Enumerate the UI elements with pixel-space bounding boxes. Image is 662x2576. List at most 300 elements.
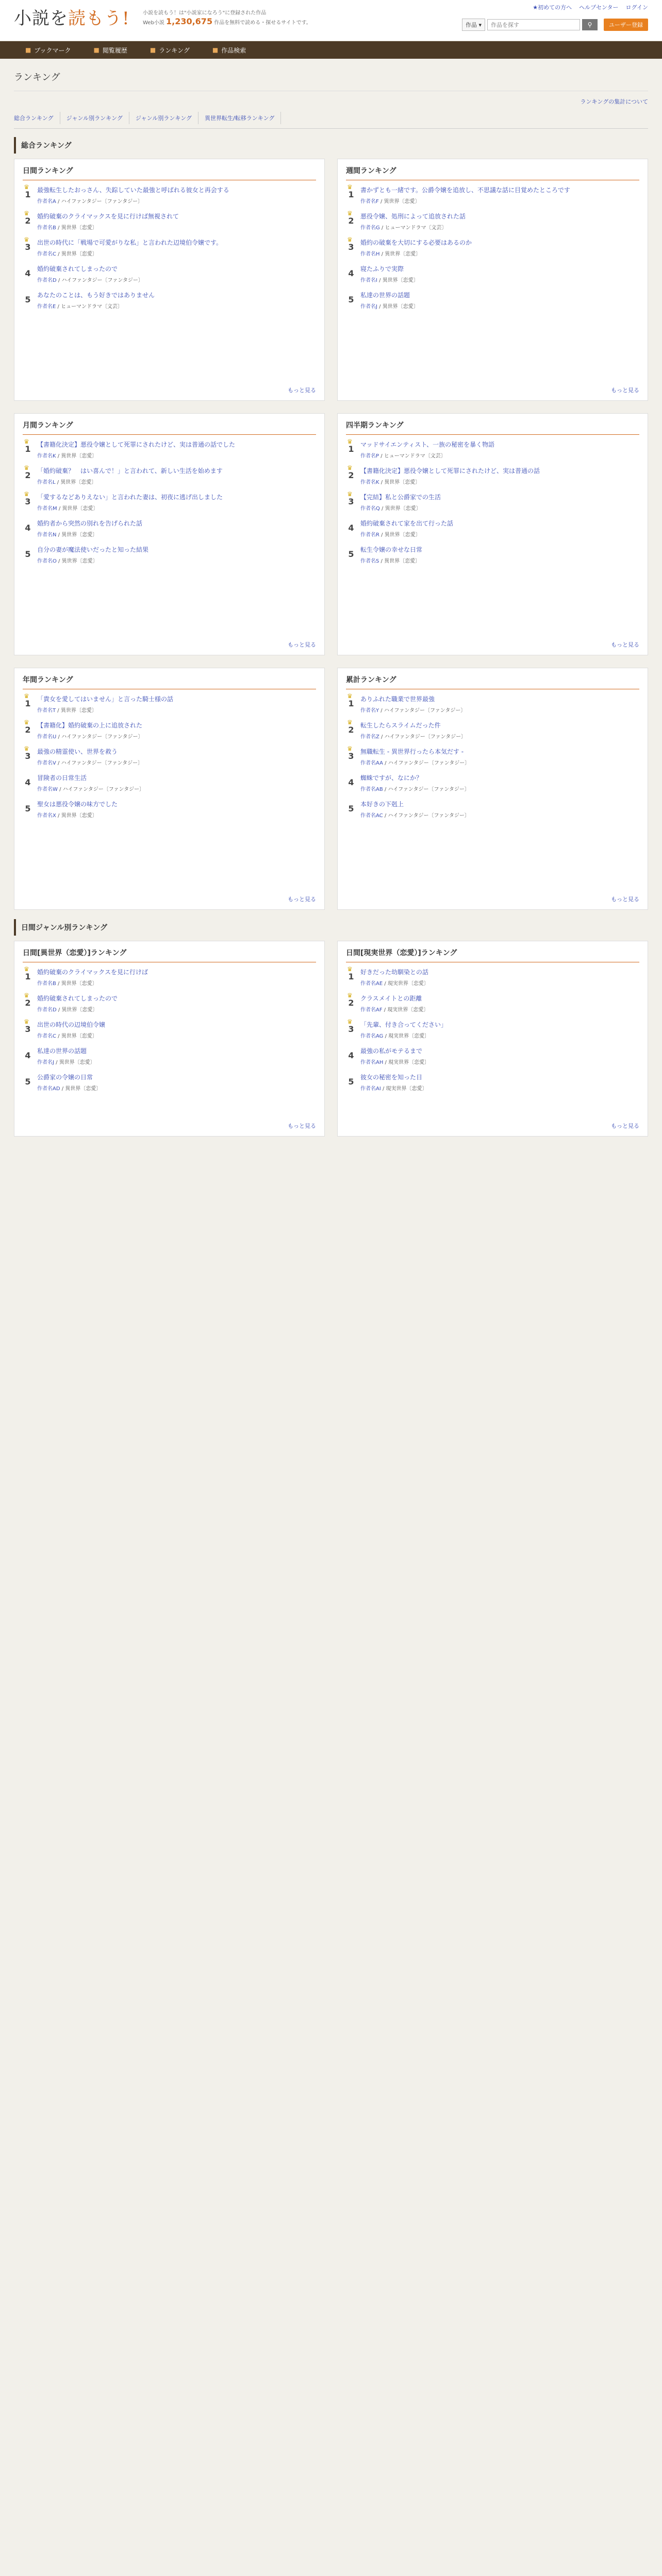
genre-label: 異世界〔恋愛〕 [61, 813, 97, 819]
work-meta: 作者名Q / 異世界〔恋愛〕 [360, 506, 421, 512]
nav-search[interactable]: ■ 作品検索 [212, 46, 246, 54]
ranking-item [23, 694, 316, 714]
ranking-item [23, 466, 316, 485]
work-meta: 作者名K / 異世界〔恋愛〕 [360, 480, 421, 485]
link-first-time[interactable]: ★初めての方へ [533, 4, 572, 11]
author-link[interactable]: 作者名AF [360, 1007, 383, 1013]
ranking-box [14, 159, 325, 401]
genre-label: ヒューマンドラマ〔文芸〕 [384, 453, 446, 459]
work-title-link[interactable]: 婚約者から突然の別れを告げられた話 [37, 520, 143, 527]
ranking-item [346, 440, 639, 459]
work-meta: 作者名AE / 現実世界〔恋愛〕 [360, 981, 429, 987]
ranking-box [337, 668, 648, 910]
work-title-link[interactable]: 【書籍化決定】悪役令嬢として死罪にされたけど、実は普通の話 [360, 467, 540, 474]
work-meta: 作者名D / 異世界〔恋愛〕 [37, 1007, 98, 1013]
ranking-item [346, 466, 639, 485]
genre-ranking-grid [14, 941, 648, 1137]
rank-number: 4 [25, 523, 31, 533]
author-link[interactable]: 作者名D [37, 1007, 57, 1013]
rank-number: ♛ 1 [347, 692, 354, 708]
genre-label: 異世界〔恋愛〕 [382, 278, 419, 283]
author-link[interactable]: 作者名S [360, 558, 379, 564]
work-title-link[interactable]: 【書籍化決定】悪役令嬢として死罪にされたけど、実は普通の話でした [37, 441, 236, 448]
work-meta: 作者名W / ハイファンタジー〔ファンタジー〕 [37, 787, 145, 792]
rank-number: 5 [25, 1077, 31, 1087]
crown-icon: ♛ [24, 719, 29, 726]
work-title-link[interactable]: クラスメイトとの距離 [360, 995, 422, 1002]
rank-number: ♛ 3 [347, 745, 354, 761]
author-link[interactable]: 作者名E [37, 304, 56, 310]
header [0, 0, 662, 41]
work-title-link[interactable]: 婚約破棄のクライマックスを見に行けば無視されて [37, 213, 179, 220]
crown-icon: ♛ [24, 692, 29, 700]
author-link[interactable]: 作者名P [360, 453, 379, 459]
crown-icon: ♛ [24, 438, 29, 445]
author-link[interactable]: 作者名F [360, 199, 379, 205]
author-link[interactable]: 作者名J [37, 1060, 54, 1065]
author-link[interactable]: 作者名AG [360, 1033, 384, 1039]
total-ranking-grid [14, 159, 648, 910]
work-title-link[interactable]: 婚約破棄のクライマックスを見に行けば [37, 969, 148, 976]
work-title-link[interactable]: 悪役令嬢、処刑によって追放された話 [360, 213, 466, 220]
nav-bookmark[interactable]: ■ ブックマーク [25, 46, 71, 54]
work-meta: 作者名B / 異世界〔恋愛〕 [37, 225, 97, 231]
section-genre: 日間ジャンル別ランキング [14, 919, 648, 936]
rank-number: 5 [348, 804, 354, 814]
main-nav [0, 41, 662, 59]
more-link[interactable]: もっと見る [611, 641, 639, 648]
work-title-link[interactable]: 最強の私がモテるまで [360, 1047, 423, 1055]
history-icon: ■ [93, 46, 100, 54]
search-input[interactable] [487, 19, 580, 30]
crown-icon: ♛ [347, 965, 353, 973]
link-login[interactable]: ログイン [625, 4, 648, 11]
work-title-link[interactable]: 聖女は悪役令嬢の味方でした [37, 801, 118, 808]
rank-number: 4 [25, 268, 31, 278]
genre-label: 現実世界〔恋愛〕 [388, 1033, 430, 1039]
work-meta: 作者名AD / 異世界〔恋愛〕 [37, 1086, 102, 1092]
work-title-link[interactable]: 婚約の破棄を大切にする必要はあるのか [360, 239, 472, 246]
rank-number: ♛ 1 [24, 692, 31, 708]
ranking-item [23, 800, 316, 819]
rank-number: 4 [348, 1050, 354, 1060]
ranking-box-title: 累計ランキング [346, 674, 639, 689]
crown-icon: ♛ [347, 719, 353, 726]
genre-label: 現実世界〔恋愛〕 [387, 981, 429, 987]
genre-label: ヒューマンドラマ〔文芸〕 [61, 304, 123, 310]
crown-icon: ♛ [24, 745, 29, 752]
ranking-item [23, 994, 316, 1013]
work-meta: 作者名C / 異世界〔恋愛〕 [37, 1033, 97, 1039]
crown-icon: ♛ [24, 183, 29, 191]
ranking-box-title: 日間[現実世界（恋愛）]ランキング [346, 947, 639, 962]
crown-icon: ♛ [24, 490, 29, 498]
author-link[interactable]: 作者名N [37, 532, 57, 538]
genre-label: 異世界〔恋愛〕 [384, 480, 421, 485]
work-title-link[interactable]: 冒険者の日常生活 [37, 774, 87, 782]
work-title-link[interactable]: 婚約破棄されて家を出て行った話 [360, 520, 454, 527]
rank-number: ♛ 1 [347, 183, 354, 199]
ranking-item [23, 1046, 316, 1065]
work-meta: 作者名U / ハイファンタジー〔ファンタジー〕 [37, 734, 143, 740]
rank-number: 4 [348, 523, 354, 533]
more-link[interactable]: もっと見る [288, 896, 316, 903]
work-meta: 作者名X / 異世界〔恋愛〕 [37, 813, 97, 819]
crown-icon: ♛ [24, 210, 29, 217]
ranking-help-link[interactable]: ランキングの集計について [580, 98, 648, 105]
genre-label: ハイファンタジー〔ファンタジー〕 [388, 813, 470, 819]
genre-label: 異世界〔恋愛〕 [61, 1007, 98, 1013]
work-meta: 作者名Y / ハイファンタジー〔ファンタジー〕 [360, 708, 466, 714]
ranking-item [346, 1073, 639, 1092]
ranking-item [23, 440, 316, 459]
genre-label: 異世界〔恋愛〕 [61, 453, 97, 459]
more-link[interactable]: もっと見る [611, 896, 639, 903]
rank-number: ♛ 3 [24, 745, 31, 761]
genre-label: 異世界〔恋愛〕 [62, 506, 98, 512]
link-help[interactable]: ヘルプセンター [579, 4, 619, 11]
ranking-item [346, 291, 639, 310]
rank-number: ♛ 1 [24, 965, 31, 981]
more-link[interactable]: もっと見る [288, 641, 316, 648]
genre-label: ハイファンタジー〔ファンタジー〕 [61, 278, 143, 283]
ranking-box-title: 四半期ランキング [346, 420, 639, 435]
work-meta: 作者名R / 異世界〔恋愛〕 [360, 532, 421, 538]
work-title-link[interactable]: 「婚約破棄？ はい喜んで！」と言われて、新しい生活を始めます [37, 467, 223, 474]
ranking-item [346, 1020, 639, 1039]
genre-label: 異世界〔恋愛〕 [385, 506, 421, 512]
author-link[interactable]: 作者名I [360, 278, 377, 283]
rank-number: ♛ 1 [24, 183, 31, 199]
author-link[interactable]: 作者名T [37, 708, 56, 714]
tab-isekai[interactable]: 異世界転生/転移ランキング [198, 112, 281, 124]
crown-icon: ♛ [347, 490, 353, 498]
author-link[interactable]: 作者名AH [360, 1060, 384, 1065]
genre-label: 異世界〔恋愛〕 [59, 1060, 95, 1065]
crown-icon: ♛ [24, 236, 29, 243]
page-title: ランキング [14, 59, 648, 91]
rank-number: ♛ 2 [347, 464, 354, 480]
work-title-link[interactable]: 本好きの下剋上 [360, 801, 404, 808]
author-link[interactable]: 作者名AE [360, 981, 383, 987]
genre-label: ハイファンタジー〔ファンタジー〕 [61, 760, 143, 766]
work-title-link[interactable]: 最強転生したおっさん、失踪していた最強と呼ばれる彼女と再会する [37, 187, 229, 194]
author-link[interactable]: 作者名L [37, 480, 56, 485]
work-meta: 作者名M / 異世界〔恋愛〕 [37, 506, 98, 512]
work-title-link[interactable]: 私達の世界の話題 [37, 1047, 87, 1055]
crown-icon: ♛ [347, 992, 353, 999]
ranking-box-title: 日間[異世界（恋愛）]ランキング [23, 947, 316, 962]
more-link[interactable]: もっと見る [611, 387, 639, 394]
author-link[interactable]: 作者名V [37, 760, 56, 766]
rank-number: ♛ 3 [24, 236, 31, 252]
rank-number: ♛ 2 [24, 210, 31, 226]
crown-icon: ♛ [24, 965, 29, 973]
bookmark-icon: ■ [25, 46, 31, 54]
ranking-item [23, 519, 316, 538]
author-link[interactable]: 作者名B [37, 981, 56, 987]
ranking-box [14, 941, 325, 1137]
author-link[interactable]: 作者名W [37, 787, 58, 792]
genre-label: 現実世界〔恋愛〕 [386, 1086, 427, 1092]
ranking-item [23, 965, 316, 987]
work-title-link[interactable]: 無職転生 - 異世界行ったら本気だす - [360, 748, 464, 755]
author-link[interactable]: 作者名Y [360, 708, 379, 714]
rank-number: 5 [348, 1077, 354, 1087]
ranking-item [23, 490, 316, 512]
search-bar [462, 19, 648, 31]
work-title-link[interactable]: 蜘蛛ですが、なにか？ [360, 774, 423, 782]
work-title-link[interactable]: ありふれた職業で世界最強 [360, 696, 435, 703]
nav-history[interactable]: ■ 閲覧履歴 [93, 46, 127, 54]
genre-label: 異世界〔恋愛〕 [60, 708, 97, 714]
author-link[interactable]: 作者名M [37, 506, 57, 512]
work-title-link[interactable]: 「愛するなどありえない」と言われた妻は、初夜に逃げ出しました [37, 494, 223, 501]
ranking-item [23, 545, 316, 564]
work-count: 1,230,675 [166, 16, 213, 26]
work-meta: 作者名L / 異世界〔恋愛〕 [37, 480, 97, 485]
site-logo[interactable]: 小説を読もう! [14, 8, 130, 29]
rank-number: 5 [25, 804, 31, 814]
author-link[interactable]: 作者名AC [360, 813, 383, 819]
ranking-item [346, 490, 639, 512]
work-meta: 作者名H / 異世界〔恋愛〕 [360, 251, 421, 257]
work-meta: 作者名C / 異世界〔恋愛〕 [37, 251, 97, 257]
work-meta: 作者名B / 異世界〔恋愛〕 [37, 981, 97, 987]
ranking-item [346, 773, 639, 792]
genre-label: 異世界〔恋愛〕 [65, 1086, 102, 1092]
genre-label: ハイファンタジー〔ファンタジー〕 [62, 787, 145, 792]
rank-number: 4 [348, 777, 354, 787]
ranking-item [346, 694, 639, 714]
genre-label: 現実世界〔恋愛〕 [387, 1007, 429, 1013]
work-meta: 作者名Z / ハイファンタジー〔ファンタジー〕 [360, 734, 467, 740]
genre-label: 異世界〔恋愛〕 [61, 532, 98, 538]
author-link[interactable]: 作者名K [360, 480, 379, 485]
author-link[interactable]: 作者名AD [37, 1086, 60, 1092]
author-link[interactable]: 作者名O [37, 558, 57, 564]
work-title-link[interactable]: 出世の時代の辺境伯令嬢 [37, 1021, 106, 1028]
rank-number: ♛ 3 [24, 490, 31, 506]
crown-icon: ♛ [347, 183, 353, 191]
author-link[interactable]: 作者名A [37, 199, 56, 205]
work-meta: 作者名D / ハイファンタジー〔ファンタジー〕 [37, 278, 143, 283]
work-meta: 作者名AA / ハイファンタジー〔ファンタジー〕 [360, 760, 470, 766]
ranking-item [346, 747, 639, 766]
author-link[interactable]: 作者名B [37, 225, 56, 231]
genre-label: 異世界〔恋愛〕 [60, 480, 97, 485]
ranking-item [346, 965, 639, 987]
rank-number: ♛ 2 [347, 719, 354, 735]
work-meta: 作者名F / 異世界〔恋愛〕 [360, 199, 420, 205]
rank-number: ♛ 2 [24, 464, 31, 480]
rank-number: ♛ 3 [24, 1018, 31, 1034]
genre-label: 異世界〔恋愛〕 [382, 304, 419, 310]
crown-icon: ♛ [24, 1018, 29, 1025]
ranking-item [346, 264, 639, 283]
ranking-box-title: 年間ランキング [23, 674, 316, 689]
genre-label: 異世界〔恋愛〕 [384, 558, 421, 564]
work-meta: 作者名AB / ハイファンタジー〔ファンタジー〕 [360, 787, 470, 792]
author-link[interactable]: 作者名U [37, 734, 57, 740]
ranking-item [23, 1020, 316, 1039]
author-link[interactable]: 作者名Z [360, 734, 379, 740]
ranking-item [23, 721, 316, 740]
genre-label: ハイファンタジー〔ファンタジー〕 [388, 787, 470, 792]
author-link[interactable]: 作者名AI [360, 1086, 381, 1092]
work-title-link[interactable]: 婚約破棄されてしまったので [37, 995, 118, 1002]
crown-icon: ♛ [347, 236, 353, 243]
tagline: 小説を読もう！は"小説家になろう"に登録された作品 Web小説 1,230,675 作品を無料で読める・探せるサイトです。 [143, 10, 311, 26]
ranking-item [23, 264, 316, 283]
ranking-item [346, 185, 639, 205]
ranking-item [346, 800, 639, 819]
author-link[interactable]: 作者名R [360, 532, 379, 538]
search-icon: ■ [212, 46, 219, 54]
genre-label: 異世界〔恋愛〕 [385, 251, 421, 257]
ranking-item [23, 773, 316, 792]
work-meta: 作者名V / ハイファンタジー〔ファンタジー〕 [37, 760, 143, 766]
work-title-link[interactable]: 彼女の秘密を知った日 [360, 1074, 423, 1081]
crown-icon: ♛ [347, 745, 353, 752]
work-meta: 作者名S / 異世界〔恋愛〕 [360, 558, 421, 564]
ranking-icon: ■ [150, 46, 156, 54]
more-link[interactable]: もっと見る [288, 387, 316, 394]
more-link[interactable]: もっと見る [611, 1123, 639, 1129]
genre-label: 現実世界〔恋愛〕 [388, 1060, 430, 1065]
rank-number: ♛ 1 [347, 438, 354, 454]
work-meta: 作者名A / ハイファンタジー〔ファンタジー〕 [37, 199, 143, 205]
search-type-select[interactable]: 作品 ▾ [462, 19, 485, 31]
work-title-link[interactable]: 転生令嬢の幸せな日常 [360, 546, 423, 553]
work-title-link[interactable]: 転生したらスライムだった件 [360, 722, 441, 729]
genre-label: 異世界〔恋愛〕 [61, 251, 97, 257]
ranking-tabs [14, 112, 648, 129]
author-link[interactable]: 作者名AA [360, 760, 383, 766]
work-meta: 作者名AH / 現実世界〔恋愛〕 [360, 1060, 430, 1065]
tab-genre-2[interactable]: ジャンル別ランキング [129, 112, 198, 124]
author-link[interactable]: 作者名C [37, 1033, 56, 1039]
user-register-button[interactable]: ユーザー登録 [604, 19, 648, 31]
ranking-item [346, 545, 639, 564]
rank-number: ♛ 1 [24, 438, 31, 454]
ranking-item [346, 238, 639, 257]
ranking-box [337, 159, 648, 401]
work-title-link[interactable]: 公爵家の令嬢の日常 [37, 1074, 93, 1081]
ranking-item [23, 238, 316, 257]
ranking-box-title: 週間ランキング [346, 165, 639, 180]
work-title-link[interactable]: 私達の世界の話題 [360, 292, 410, 299]
ranking-item [23, 1073, 316, 1092]
ranking-item [346, 994, 639, 1013]
genre-label: ヒューマンドラマ〔文芸〕 [385, 225, 447, 231]
ranking-item [23, 291, 316, 310]
work-title-link[interactable]: 最強の精霊使い、世界を救う [37, 748, 118, 755]
author-link[interactable]: 作者名J [360, 304, 377, 310]
genre-label: 異世界〔恋愛〕 [384, 199, 420, 205]
rank-number: 4 [348, 268, 354, 278]
crown-icon: ♛ [347, 1018, 353, 1025]
work-meta: 作者名E / ヒューマンドラマ〔文芸〕 [37, 304, 123, 310]
author-link[interactable]: 作者名C [37, 251, 56, 257]
rank-number: ♛ 2 [347, 210, 354, 226]
genre-label: ハイファンタジー〔ファンタジー〕 [384, 734, 467, 740]
work-title-link[interactable]: マッドサイエンティスト、一族の秘密を暴く物語 [360, 441, 495, 448]
tab-genre[interactable]: ジャンル別ランキング [60, 112, 129, 124]
ranking-box [337, 941, 648, 1137]
genre-label: 異世界〔恋愛〕 [61, 225, 97, 231]
rank-number: 5 [348, 549, 354, 559]
work-title-link[interactable]: 婚約破棄されてしまったので [37, 265, 118, 273]
rank-number: ♛ 2 [24, 992, 31, 1008]
work-meta: 作者名P / ヒューマンドラマ〔文芸〕 [360, 453, 446, 459]
top-links [533, 3, 648, 11]
author-link[interactable]: 作者名X [37, 813, 56, 819]
work-title-link[interactable]: 【完結】私と公爵家での生活 [360, 494, 441, 501]
ranking-item [346, 1046, 639, 1065]
work-title-link[interactable]: 「貴女を愛してはいません」と言った騎士様の話 [37, 696, 174, 703]
work-title-link[interactable]: 好きだった幼馴染との話 [360, 969, 429, 976]
genre-label: ハイファンタジー〔ファンタジー〕 [388, 760, 470, 766]
work-title-link[interactable]: 「先輩、付き合ってください」 [360, 1021, 448, 1028]
rank-number: ♛ 3 [347, 1018, 354, 1034]
ranking-box [14, 668, 325, 910]
work-meta: 作者名G / ヒューマンドラマ〔文芸〕 [360, 225, 447, 231]
author-link[interactable]: 作者名AB [360, 787, 383, 792]
work-title-link[interactable]: 寝たふりで実際 [360, 265, 404, 273]
genre-label: 異世界〔恋愛〕 [61, 558, 98, 564]
more-link[interactable]: もっと見る [288, 1123, 316, 1129]
author-link[interactable]: 作者名G [360, 225, 380, 231]
genre-label: 異世界〔恋愛〕 [61, 981, 97, 987]
work-title-link[interactable]: あなたのことは、もう好きではありません [37, 292, 155, 299]
ranking-item [346, 212, 639, 231]
work-title-link[interactable]: 書かずとも一緒です。公爵令嬢を追放し、不思議な話に目覚めたところです [360, 187, 570, 194]
work-meta: 作者名AI / 現実世界〔恋愛〕 [360, 1086, 427, 1092]
ranking-box [337, 413, 648, 655]
tab-total[interactable]: 総合ランキング [14, 112, 60, 124]
ranking-item [23, 185, 316, 205]
work-title-link[interactable]: 出世の時代に「戦場で可愛がりな私」と言われた辺境伯令嬢です。 [37, 239, 223, 246]
rank-number: 5 [25, 549, 31, 559]
genre-label: 異世界〔恋愛〕 [384, 532, 421, 538]
crown-icon: ♛ [347, 438, 353, 445]
crown-icon: ♛ [347, 464, 353, 471]
ranking-item [346, 519, 639, 538]
section-total: 総合ランキング [14, 137, 648, 154]
rank-number: ♛ 2 [24, 719, 31, 735]
rank-number: 5 [348, 295, 354, 304]
rank-number: 5 [25, 295, 31, 304]
author-link[interactable]: 作者名H [360, 251, 380, 257]
ranking-box [14, 413, 325, 655]
work-meta: 作者名T / 異世界〔恋愛〕 [37, 708, 97, 714]
author-link[interactable]: 作者名Q [360, 506, 380, 512]
work-meta: 作者名AF / 現実世界〔恋愛〕 [360, 1007, 429, 1013]
ranking-item [346, 721, 639, 740]
author-link[interactable]: 作者名K [37, 453, 56, 459]
work-title-link[interactable]: 【書籍化】婚約破棄の上に追放された [37, 722, 143, 729]
genre-label: ハイファンタジー〔ファンタジー〕 [61, 199, 143, 205]
rank-number: ♛ 3 [347, 490, 354, 506]
nav-ranking[interactable]: ■ ランキング [150, 46, 190, 54]
rank-number: ♛ 2 [347, 992, 354, 1008]
rank-number: ♛ 3 [347, 236, 354, 252]
work-title-link[interactable]: 自分の妻が魔法使いだったと知った結果 [37, 546, 149, 553]
author-link[interactable]: 作者名D [37, 278, 57, 283]
search-icon[interactable]: ⚲ [582, 19, 598, 30]
work-meta: 作者名O / 異世界〔恋愛〕 [37, 558, 98, 564]
